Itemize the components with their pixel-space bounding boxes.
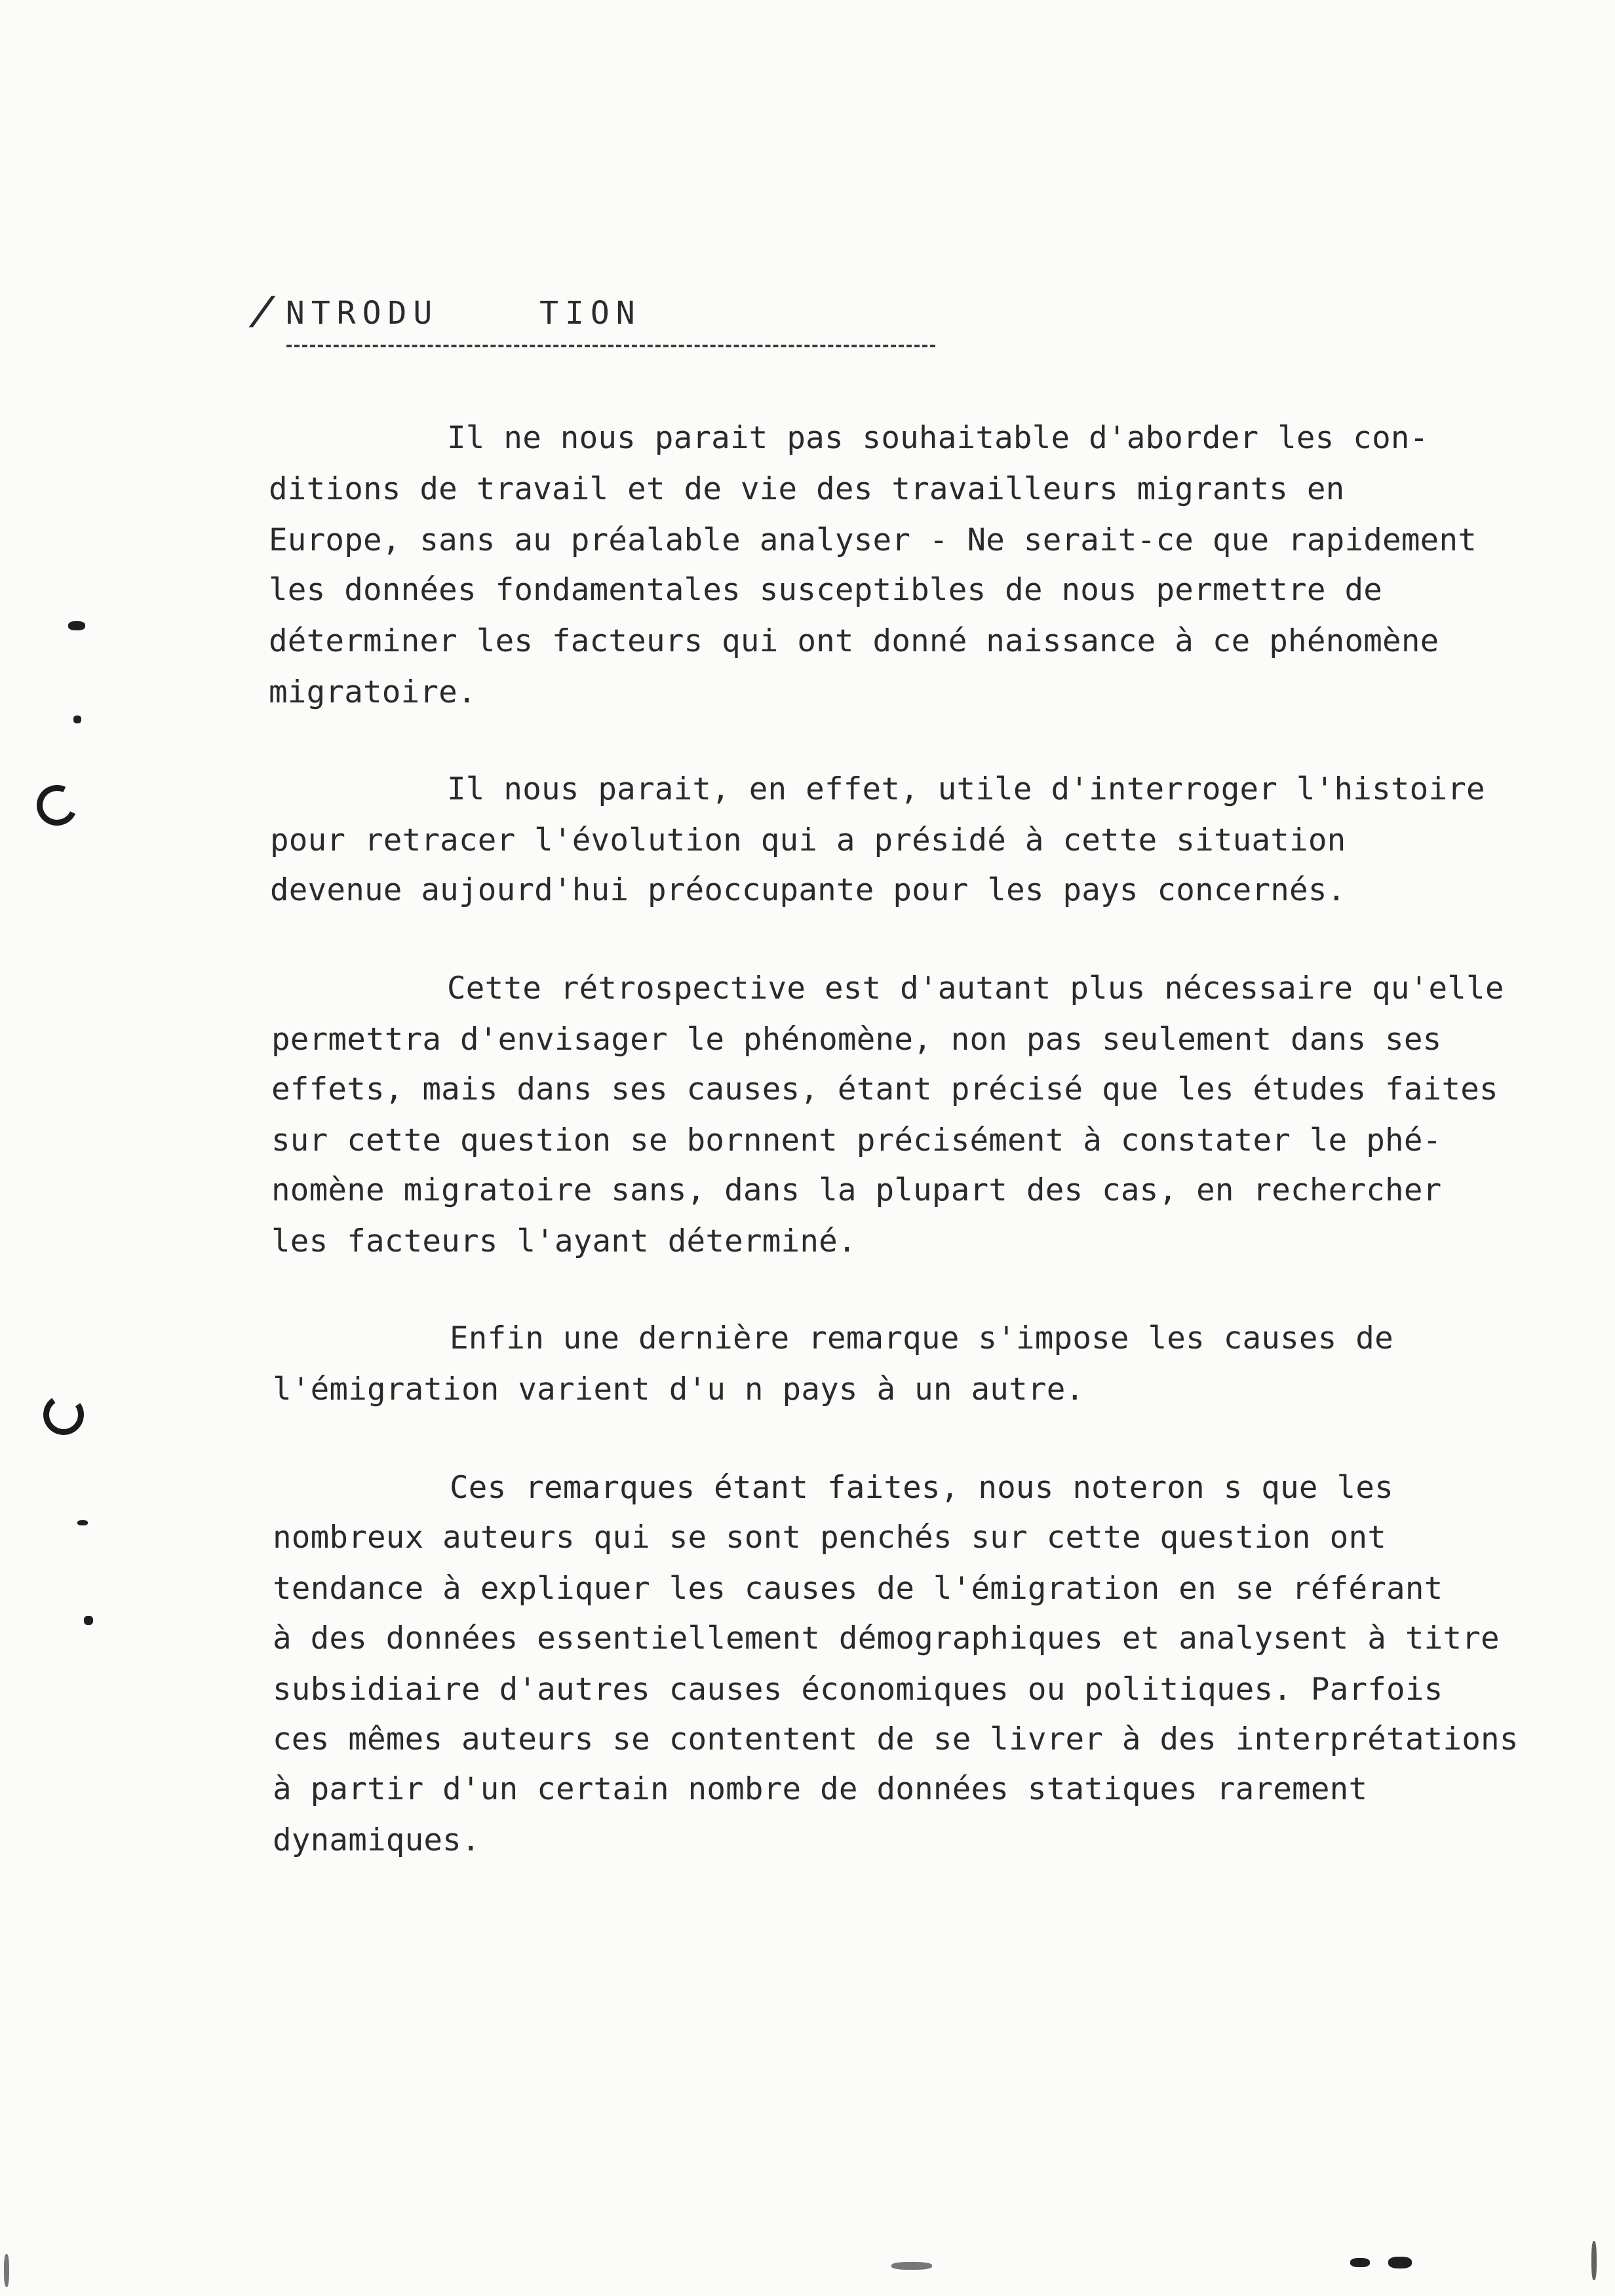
- paragraph-2-line-2: pour retracer l'évolution qui a présidé à cette situation: [270, 822, 1346, 858]
- paragraph-3-line-2: permettra d'envisager le phénomène, non pas seulement dans ses: [271, 1022, 1442, 1058]
- heading-underline: [286, 345, 935, 347]
- paragraph-1-line-3: Europe, sans au préalable analyser - Ne serait-ce que rapidement: [269, 522, 1477, 558]
- paragraph-3-line-4: sur cette question se bornnent précisément à constater le phé-: [271, 1122, 1442, 1158]
- paragraph-2-line-3: devenue aujourd'hui préoccupante pour les pays concernés.: [270, 872, 1346, 908]
- bottom-speck: [1350, 2258, 1370, 2267]
- paragraph-1-line-5: déterminer les facteurs qui ont donné naissance à ce phénomène: [269, 623, 1439, 659]
- paragraph-5-line-4: à des données essentiellement démographiques et analysent à titre: [273, 1620, 1500, 1656]
- margin-speck: [73, 716, 81, 723]
- margin-speck: [68, 621, 85, 630]
- punch-hole-mark: [31, 779, 83, 831]
- punch-hole-mark: [40, 1391, 87, 1438]
- paragraph-5-line-6: ces mêmes auteurs se contentent de se livrer à des interprétations: [273, 1721, 1519, 1757]
- paragraph-3-line-6: les facteurs l'ayant déterminé.: [271, 1223, 857, 1259]
- paragraph-2-line-1: Il nous parait, en effet, utile d'interroger l'histoire: [447, 771, 1485, 807]
- margin-speck: [77, 1520, 88, 1525]
- heading-initial-mark: /: [247, 288, 287, 333]
- paragraph-5-line-5: subsidiaire d'autres causes économiques ou politiques. Parfois: [273, 1672, 1443, 1708]
- paragraph-4-line-1: Enfin une dernière remarque s'impose les causes de: [450, 1320, 1393, 1356]
- paragraph-5-line-1: Ces remarques étant faites, nous noteron s que les: [450, 1470, 1393, 1506]
- paragraph-1-line-4: les données fondamentales susceptibles de nous permettre de: [269, 572, 1383, 608]
- margin-speck: [84, 1616, 93, 1625]
- paragraph-3-line-3: effets, mais dans ses causes, étant précisé que les études faites: [271, 1071, 1498, 1107]
- heading-text: NTRODU TION: [285, 295, 642, 332]
- paragraph-5-line-7: à partir d'un certain nombre de données statiques rarement: [273, 1771, 1368, 1807]
- paragraph-5-line-8: dynamiques.: [273, 1822, 480, 1858]
- bottom-speck: [1388, 2257, 1412, 2268]
- document-heading: [247, 288, 642, 333]
- paragraph-3-line-5: nomène migratoire sans, dans la plupart des cas, en rechercher: [271, 1172, 1442, 1208]
- paragraph-4-line-2: l'émigration varient d'u n pays à un autre.: [273, 1371, 1085, 1407]
- paragraph-1-line-1: Il ne nous parait pas souhaitable d'aborder les con-: [447, 420, 1429, 456]
- paragraph-1-line-2: ditions de travail et de vie des travailleurs migrants en: [269, 471, 1345, 507]
- paragraph-3-line-1: Cette rétrospective est d'autant plus nécessaire qu'elle: [447, 970, 1504, 1006]
- bottom-speck: [891, 2262, 932, 2270]
- paragraph-5-line-2: nombreux auteurs qui se sont penchés sur cette question ont: [273, 1520, 1387, 1556]
- paragraph-1-line-6: migratoire.: [269, 674, 477, 710]
- paragraph-5-line-3: tendance à expliquer les causes de l'émigration en se référant: [273, 1571, 1443, 1607]
- edge-speck: [4, 2254, 9, 2287]
- edge-speck: [1591, 2241, 1597, 2280]
